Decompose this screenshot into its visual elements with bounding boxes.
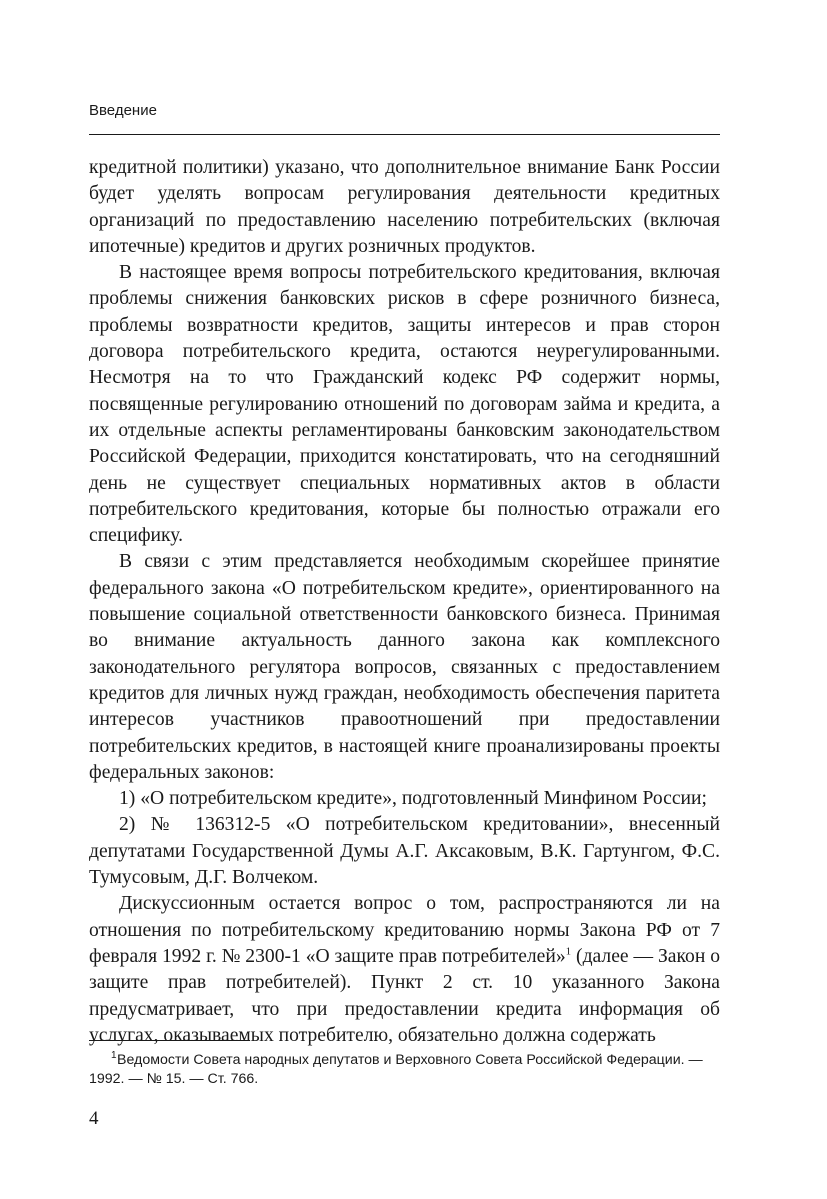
main-text bbox=[89, 155, 720, 1049]
footnote: 1Ведомости Совета народных депутатов и Верховного Совета Российской Федерации. — 1992. — № 15. — Ст. 766. bbox=[89, 1050, 703, 1087]
footnote-rule bbox=[89, 1040, 250, 1041]
list-item-2: 2) № 136312-5 «О потребительском кредитовании», внесенный депутатами Государственной Думы А.Г. Аксаковым, В.К. Гартунгом, Ф.С. Тумусовым, Д.Г. Волчеком. bbox=[89, 814, 720, 889]
paragraph-text-end: (далее — Закон о защите прав потребителей). Пункт 2 ст. 10 указанного Закона предусматривает, что при предоставлении кредита информация об услугах, оказываемых потребителю, обязательно должна содержать bbox=[89, 945, 720, 1046]
footnote-text: Ведомости Совета народных депутатов и Верховного Совета Российской Федерации. — 1992. — № 15. — Ст. 766. bbox=[89, 1052, 703, 1087]
footnote-reference: 1 bbox=[565, 945, 572, 958]
paragraph-text-start: Дискуссионным остается вопрос о том, распространяются ли на отношения по потребительскому кредитованию нормы Закона РФ от 7 февраля 1992 г. № 2300-1 «О защите прав потребителей» bbox=[89, 893, 720, 967]
paragraph: В связи с этим представляется необходимым скорейшее принятие федерального закона «О потребительском кредите», ориентированного на повышение социальной ответственности банковского бизнеса. Принимая во внимание актуальность данного закона как комплексного законодательного регулятора вопросов, связанных с предоставлением кредитов для личных нужд граждан, необходимость обеспечения паритета интересов участников правоотношений при предоставлении потребительских кредитов, в настоящей книге проанализированы проекты федеральных законов: bbox=[89, 551, 720, 783]
page-number: 4 bbox=[89, 1108, 99, 1129]
header-rule bbox=[89, 134, 720, 135]
paragraph: В настоящее время вопросы потребительского кредитования, включая проблемы снижения банковских рисков в сфере розничного бизнеса, проблемы возвратности кредитов, защиты интересов и прав сторон договора потребительского кредита, остаются неурегулированными. Несмотря на то что Гражданский кодекс РФ содержит нормы, посвященные регулированию отношений по договорам займа и кредита, а их отдельные аспекты регламентированы банковским законодательством Российской Федерации, приходится констатировать, что на сегодняшний день не существует специальных нормативных актов в области потребительского кредитования, которые бы полностью отражали его специфику. bbox=[89, 262, 720, 547]
list-item-1: 1) «О потребительском кредите», подготовленный Минфином России; bbox=[119, 788, 707, 810]
running-head: Введение bbox=[89, 102, 157, 119]
paragraph-continued: кредитной политики) указано, что дополнительное внимание Банк России будет уделять вопросам регулирования деятельности кредитных организаций по предоставлению населению потребительских (включая ипотечные) кредитов и других розничных продуктов. bbox=[89, 157, 720, 257]
paragraph-with-footnote bbox=[89, 891, 720, 1049]
